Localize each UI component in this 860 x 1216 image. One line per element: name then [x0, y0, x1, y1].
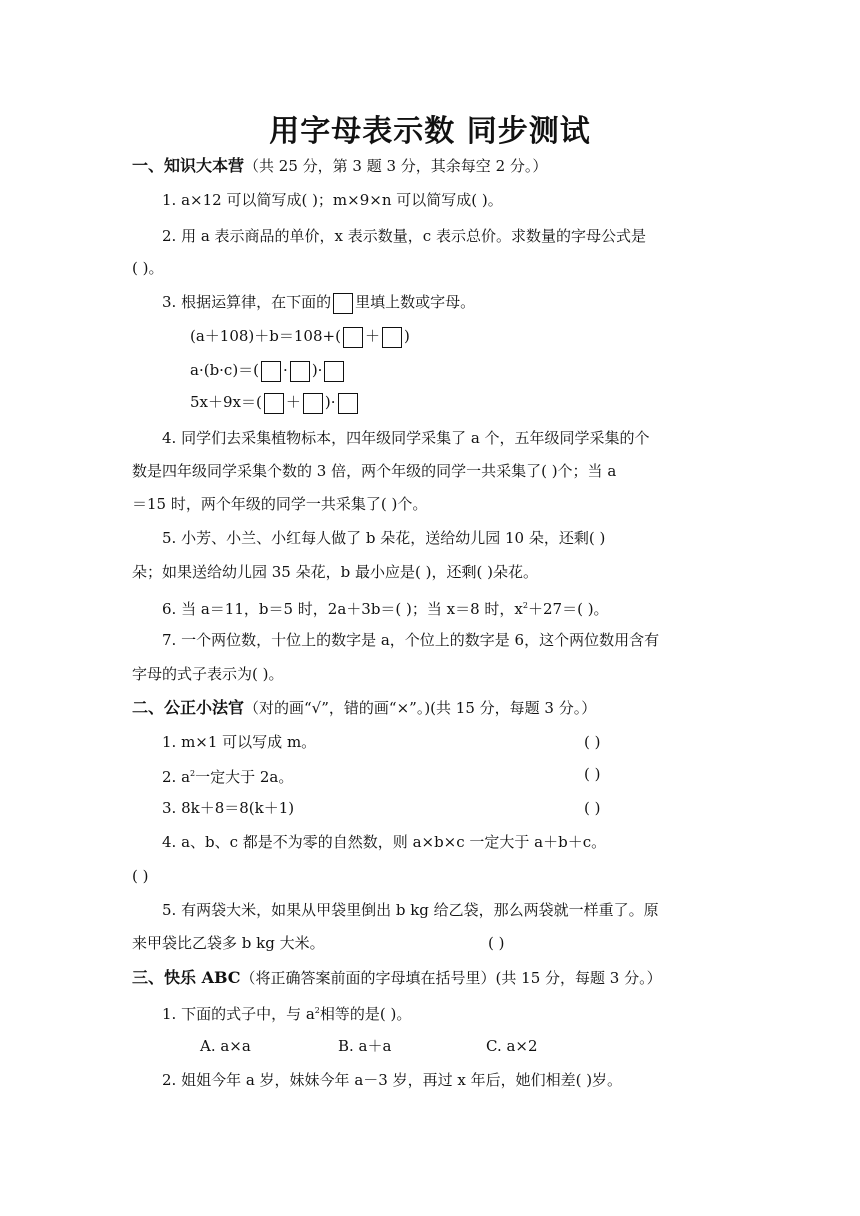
- section-3-title: 三、快乐 ABC: [132, 968, 241, 987]
- question-1-6-text-a: 6. 当 a＝11，b＝5 时，2a＋3b＝( )；当 x＝8 时，x: [162, 600, 523, 618]
- question-1-4-line2: 数是四年级同学采集个数的 3 倍，两个年级的同学一共采集了( )个；当 a: [132, 462, 617, 480]
- section-2-title: 二、公正小法官: [132, 698, 245, 717]
- section-1-title: 一、知识大本营: [132, 156, 245, 175]
- superscript: 2: [314, 1006, 320, 1015]
- judge-item-3: 3. 8k＋8＝8(k＋1): [162, 799, 295, 817]
- formula-3-plus: ＋: [285, 393, 301, 411]
- superscript: 2: [522, 601, 528, 610]
- question-1-5-line2: 朵；如果送给幼儿园 35 朵花，b 最小应是( )，还剩( )朵花。: [132, 563, 538, 581]
- section-3-note: （将正确答案前面的字母填在括号里）(共 15 分，每题 3 分。）: [240, 969, 662, 987]
- formula-2: [190, 360, 346, 382]
- option-b[interactable]: B. a＋a: [338, 1037, 392, 1055]
- answer-paren[interactable]: ( ): [488, 934, 505, 952]
- judge-item-2-text-a: 2. a: [162, 768, 191, 786]
- question-1-2-line1: 2. 用 a 表示商品的单价，x 表示数量，c 表示总价。求数量的字母公式是: [162, 227, 646, 245]
- judge-item-5-line1: 5. 有两袋大米，如果从甲袋里倒出 b kg 给乙袋，那么两袋就一样重了。原: [162, 901, 659, 919]
- question-1-4-line3: ＝15 时，两个年级的同学一共采集了( )个。: [132, 495, 428, 513]
- section-3-heading: [132, 968, 662, 988]
- section-2-note: （对的画“√”，错的画“×”。)(共 15 分，每题 3 分。）: [244, 699, 597, 717]
- answer-box[interactable]: [261, 361, 281, 382]
- question-1-5-line1: 5. 小芳、小兰、小红每人做了 b 朵花，送给幼儿园 10 朵，还剩( ): [162, 529, 606, 547]
- formula-2-left: a·(b·c)＝(: [190, 361, 260, 379]
- choice-question-1-text-b: 相等的是( )。: [319, 1005, 412, 1023]
- answer-box[interactable]: [324, 361, 344, 382]
- answer-paren[interactable]: ( ): [132, 867, 149, 885]
- formula-2-close: )·: [311, 361, 323, 379]
- judge-item-5-line2: 来甲袋比乙袋多 b kg 大米。: [132, 934, 325, 952]
- answer-box[interactable]: [264, 393, 284, 414]
- formula-3: [190, 392, 360, 414]
- question-1-7-line1: 7. 一个两位数，十位上的数字是 a，个位上的数字是 6，这个两位数用含有: [162, 631, 660, 649]
- option-c[interactable]: C. a×2: [486, 1037, 538, 1055]
- question-1-2-line2: ( )。: [132, 259, 164, 277]
- question-1-7-line2: 字母的式子表示为( )。: [132, 665, 284, 683]
- answer-box[interactable]: [303, 393, 323, 414]
- formula-1-close: ): [403, 327, 410, 345]
- answer-paren[interactable]: ( ): [584, 799, 601, 817]
- formula-1: [190, 326, 410, 348]
- formula-3-close: )·: [324, 393, 336, 411]
- answer-box[interactable]: [343, 327, 363, 348]
- answer-box[interactable]: [333, 293, 353, 314]
- question-1-6-text-b: ＋27＝( )。: [528, 600, 609, 618]
- answer-paren[interactable]: ( ): [584, 733, 601, 751]
- choice-question-1: [162, 1001, 411, 1024]
- question-1-6: [162, 596, 609, 619]
- choice-question-2: 2. 姐姐今年 a 岁，妹妹今年 a－3 岁，再过 x 年后，她们相差( )岁。: [162, 1071, 623, 1089]
- superscript: 2: [190, 769, 196, 778]
- formula-3-left: 5x＋9x＝(: [190, 393, 262, 411]
- answer-box[interactable]: [290, 361, 310, 382]
- answer-box[interactable]: [338, 393, 358, 414]
- section-2-heading: [132, 698, 596, 718]
- choice-question-1-text-a: 1. 下面的式子中，与 a: [162, 1005, 315, 1023]
- question-1-4-line1: 4. 同学们去采集植物标本，四年级同学采集了 a 个，五年级同学采集的个: [162, 429, 650, 447]
- section-1-heading: [132, 156, 547, 176]
- page-title: 用字母表示数 同步测试: [269, 114, 591, 149]
- judge-item-2: [162, 764, 293, 787]
- question-1-1: 1. a×12 可以简写成( )；m×9×n 可以简写成( )。: [162, 191, 503, 209]
- judge-item-4: 4. a、b、c 都是不为零的自然数，则 a×b×c 一定大于 a＋b＋c。: [162, 833, 607, 851]
- formula-1-plus: ＋: [364, 327, 380, 345]
- section-1-note: （共 25 分，第 3 题 3 分，其余每空 2 分。）: [244, 157, 548, 175]
- option-a[interactable]: A. a×a: [200, 1037, 251, 1055]
- answer-box[interactable]: [382, 327, 402, 348]
- judge-item-1: 1. m×1 可以写成 m。: [162, 733, 317, 751]
- formula-2-dot: ·: [283, 361, 288, 379]
- judge-item-2-text-b: 一定大于 2a。: [195, 768, 294, 786]
- question-1-3-text-a: 3. 根据运算律，在下面的: [162, 293, 332, 311]
- answer-paren[interactable]: ( ): [584, 765, 601, 783]
- formula-1-left: (a＋108)＋b＝108+(: [190, 327, 341, 345]
- question-1-3: [162, 292, 475, 314]
- question-1-3-text-b: 里填上数或字母。: [355, 293, 476, 311]
